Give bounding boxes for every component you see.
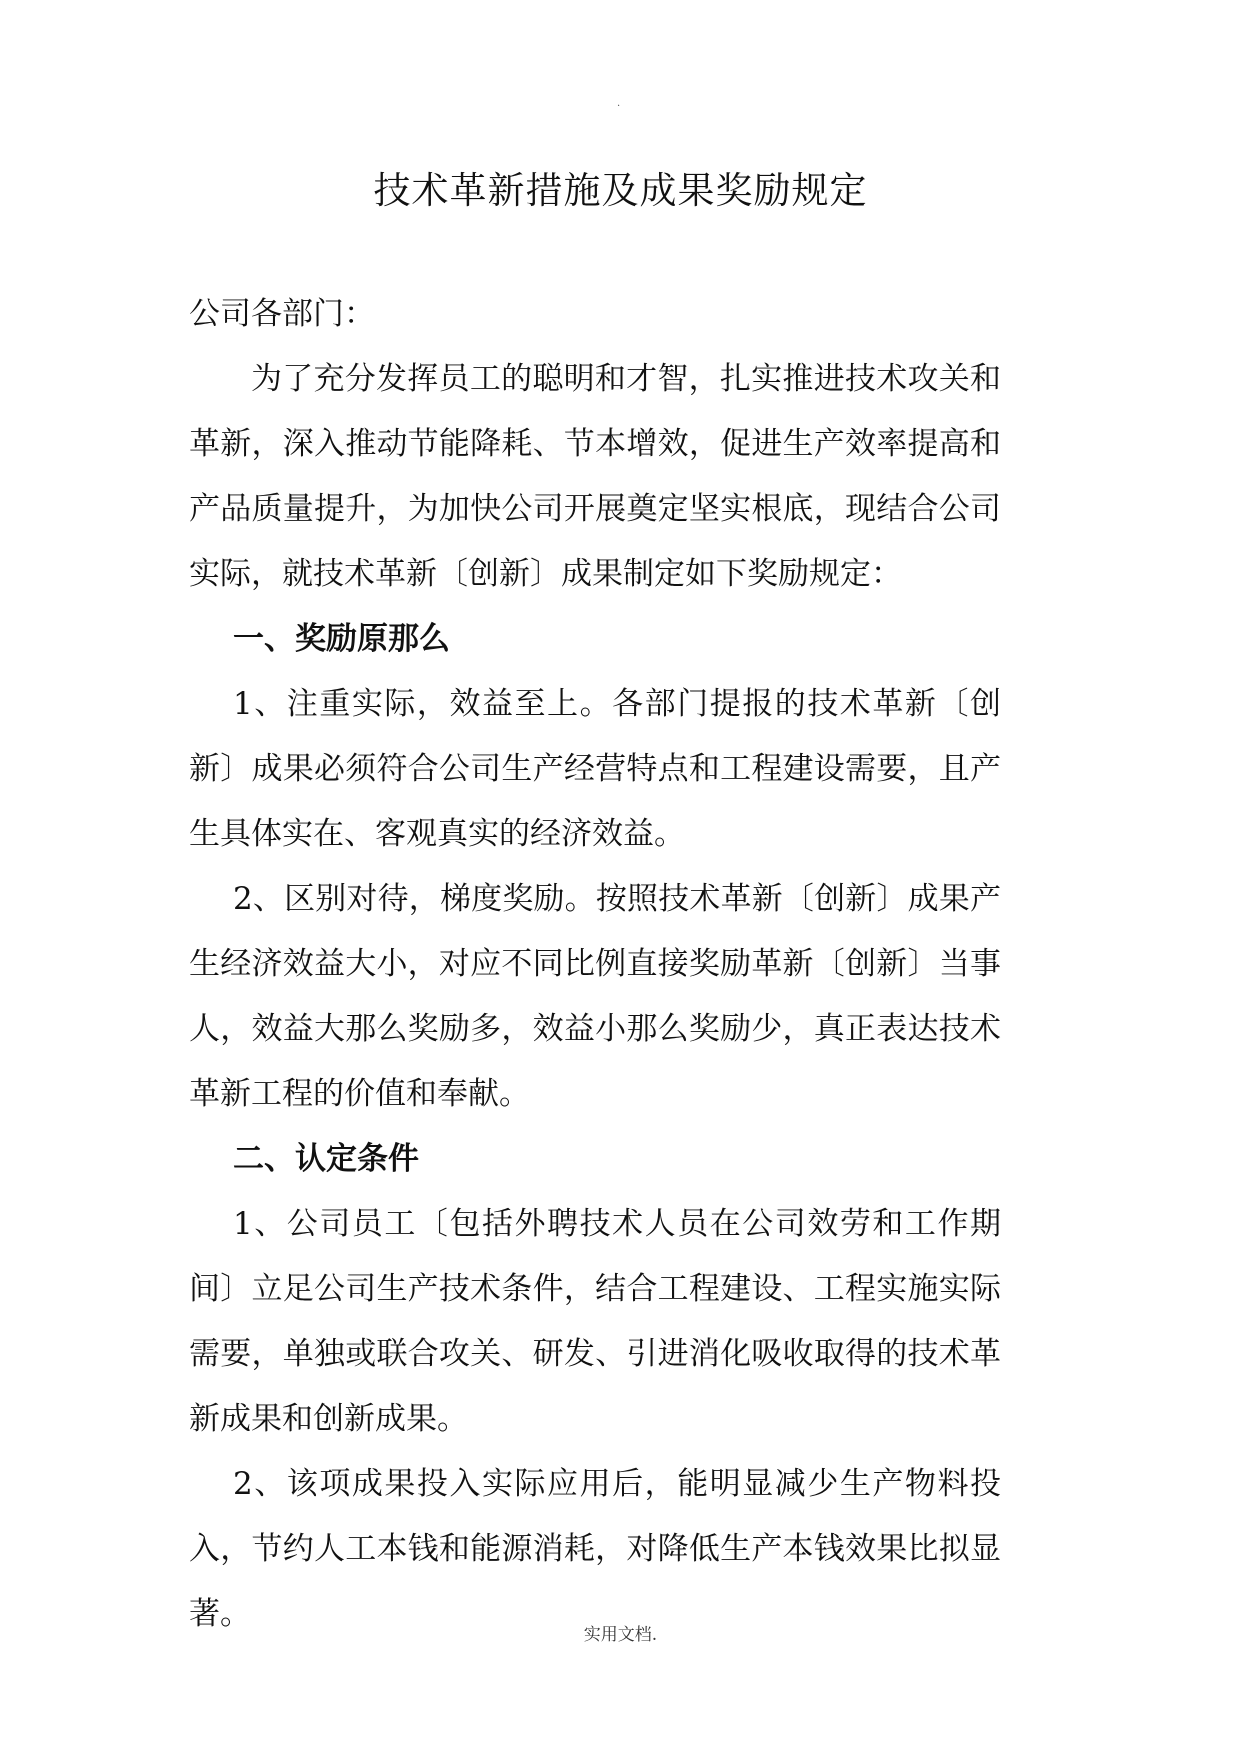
principle-item-2: 2、区别对待，梯度奖励。按照技术革新〔创新〕成果产生经济效益大小，对应不同比例直接奖励革新〔创新〕当事人，效益大那么奖励多，效益小那么奖励少，真正表达技术革新工程的价值和奉献。 [189, 881, 1001, 1112]
document-body [189, 282, 1001, 1647]
condition-item-1: 1、公司员工〔包括外聘技术人员在公司效劳和工作期间〕立足公司生产技术条件，结合工程建设、工程实施实际需要，单独或联合攻关、研发、引进消化吸收取得的技术革新成果和创新成果。 [189, 1206, 1001, 1437]
intro-paragraph: 为了充分发挥员工的聪明和才智，扎实推进技术攻关和革新，深入推动节能降耗、节本增效，促进生产效率提高和产品质量提升，为加快公司开展奠定坚实根底，现结合公司实际，就技术革新〔创新〕成果制定如下奖励规定： [189, 361, 1001, 592]
condition-item-2: 2、该项成果投入实际应用后，能明显减少生产物料投入，节约人工本钱和能源消耗，对降低生产本钱效果比拟显著。 [189, 1466, 1001, 1632]
section-heading-conditions: 二、认定条件 [233, 1141, 419, 1177]
header-mark: . [617, 98, 621, 109]
page-footer: 实用文档. [583, 1625, 658, 1645]
principle-item-1: 1、注重实际，效益至上。各部门提报的技术革新〔创新〕成果必须符合公司生产经营特点和工程建设需要，且产生具体实在、客观真实的经济效益。 [189, 686, 1001, 852]
document-title: 技术革新措施及成果奖励规定 [373, 169, 868, 212]
section-heading-principles: 一、奖励原那么 [233, 621, 450, 657]
salutation: 公司各部门： [189, 296, 375, 332]
